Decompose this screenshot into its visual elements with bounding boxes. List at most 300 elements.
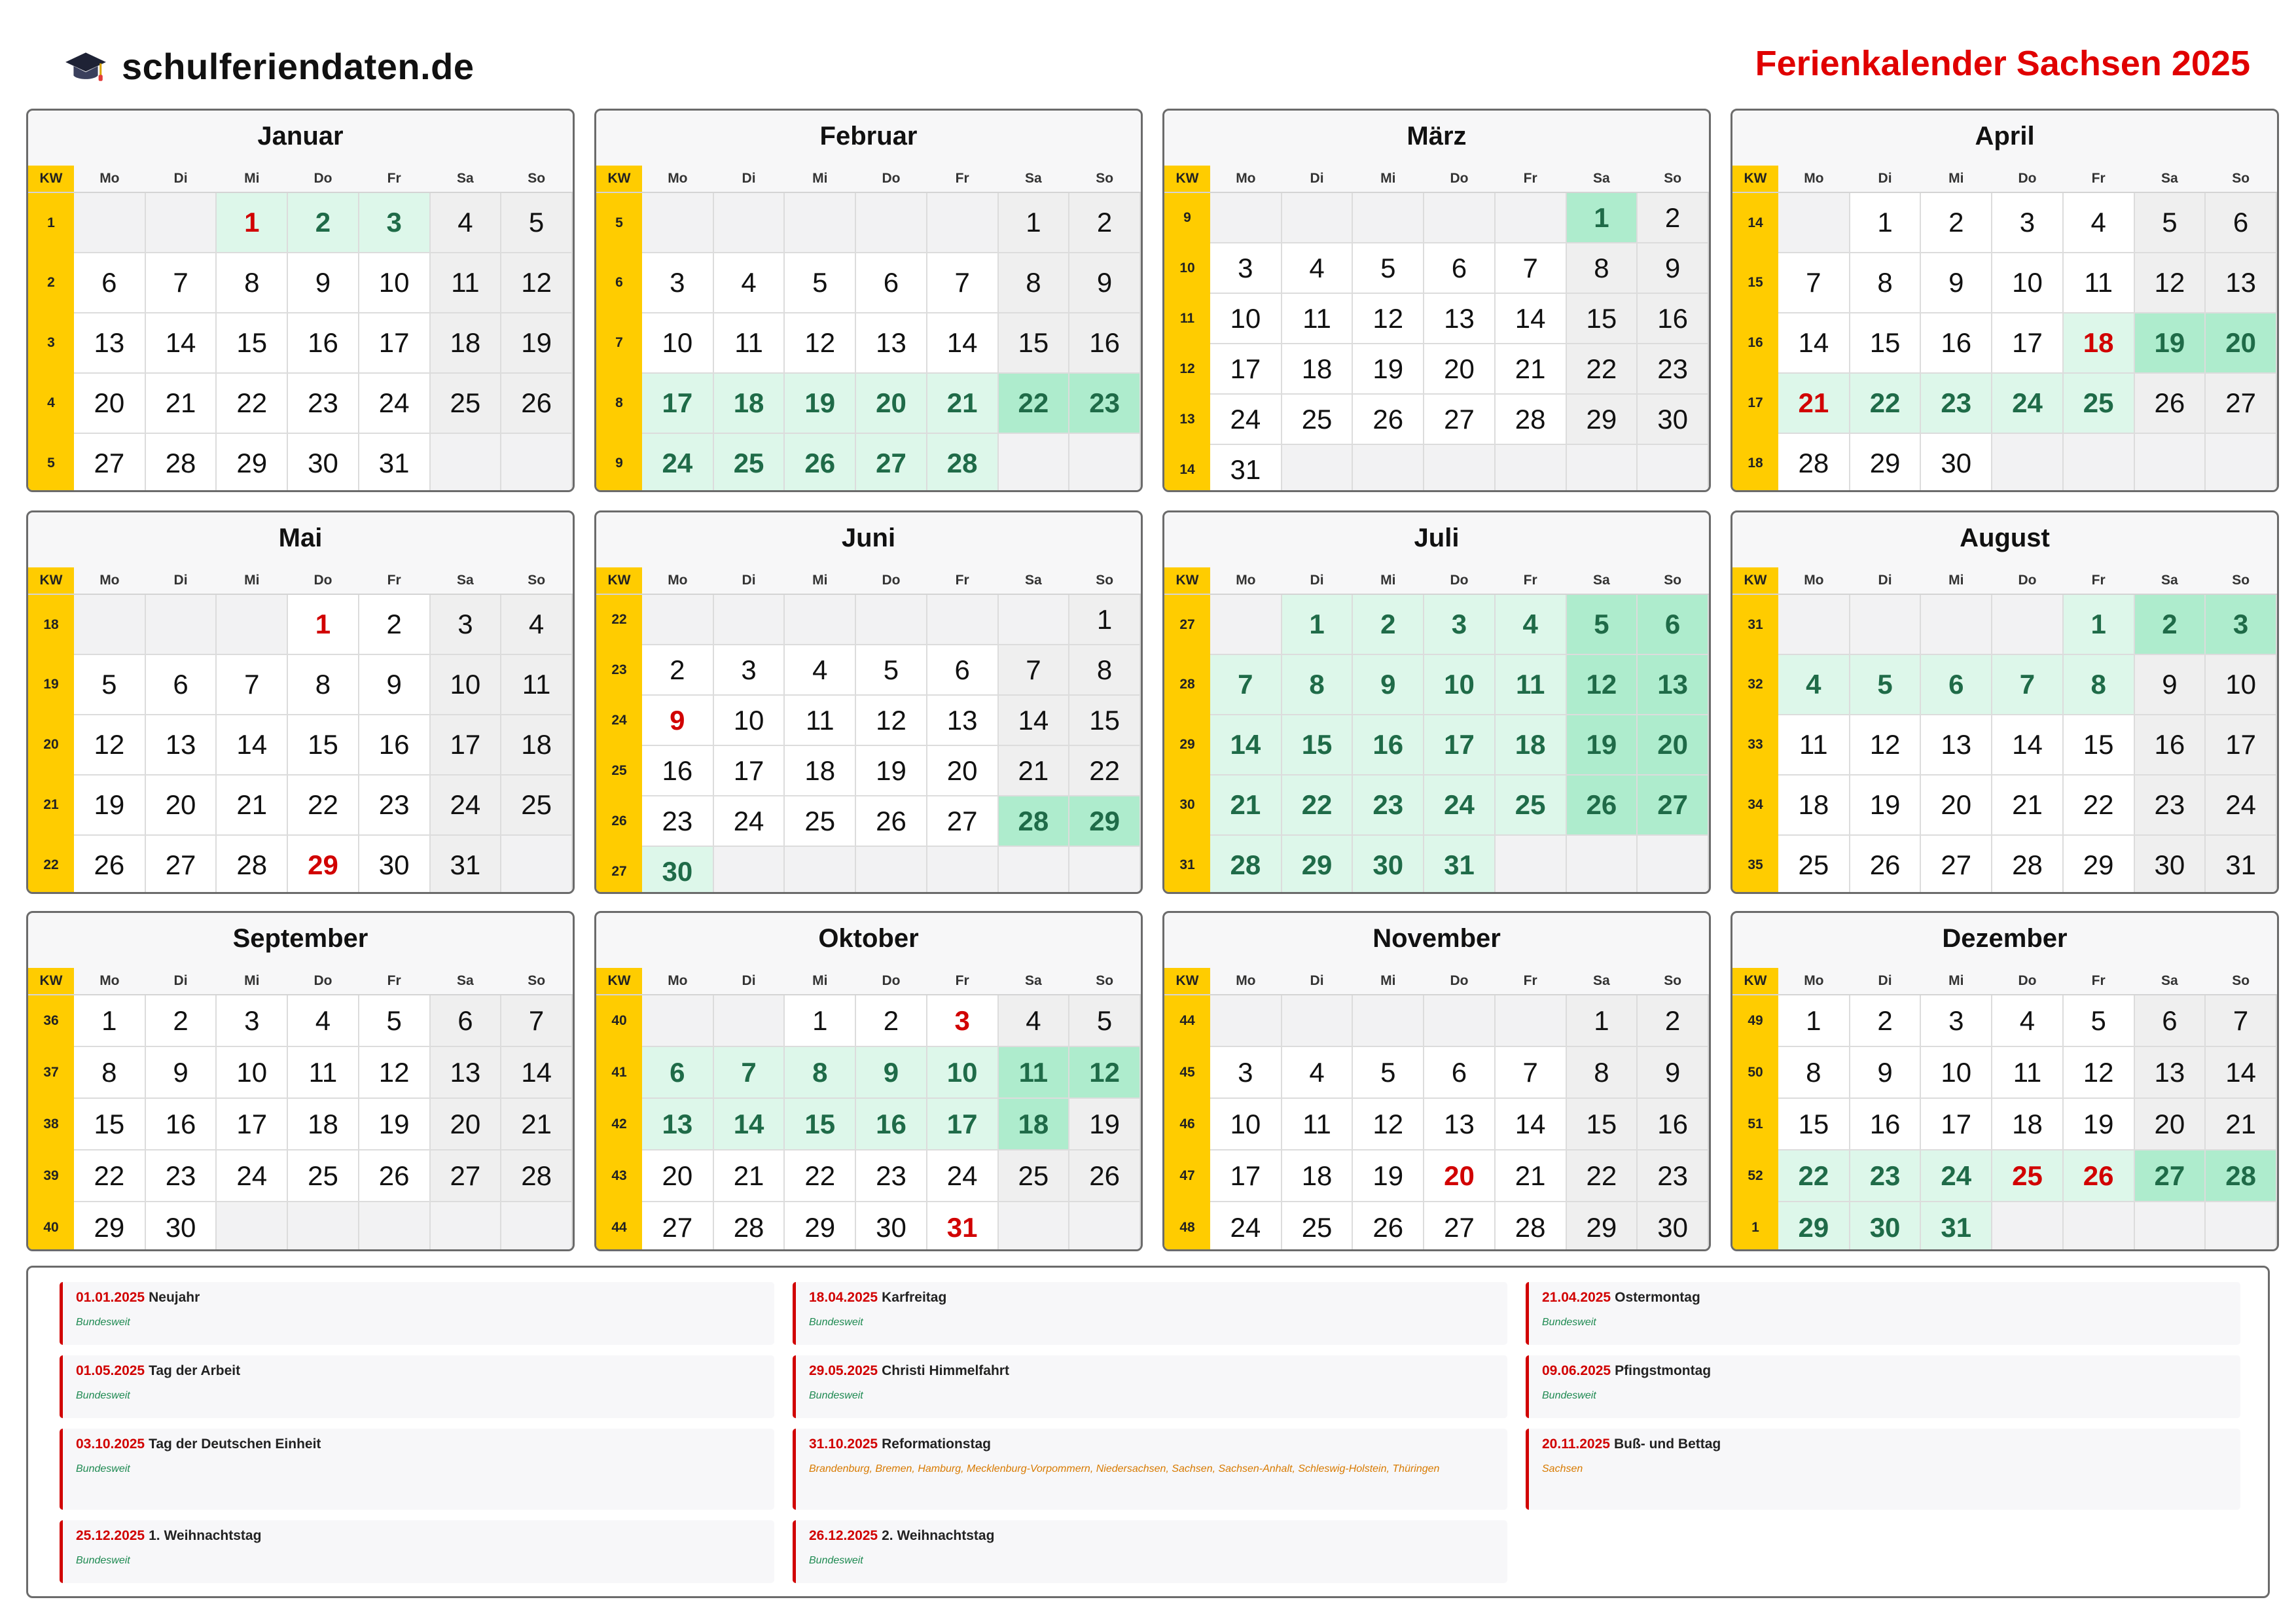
day-cell[interactable]: 27	[2205, 373, 2276, 433]
day-cell[interactable]: 14	[998, 695, 1069, 745]
day-cell[interactable]: 17	[642, 373, 713, 433]
day-cell[interactable]: 10	[1210, 1098, 1282, 1150]
day-cell[interactable]: 18	[713, 373, 785, 433]
day-cell[interactable]: 26	[855, 796, 927, 846]
day-cell[interactable]: 7	[2205, 995, 2276, 1046]
day-cell[interactable]: 6	[1424, 1046, 1495, 1098]
day-cell[interactable]: 24	[359, 373, 430, 433]
day-cell[interactable]: 5	[1850, 654, 1921, 715]
day-cell[interactable]: 24	[1920, 1150, 1992, 1202]
day-cell[interactable]: 30	[2134, 835, 2206, 894]
day-cell[interactable]: 1	[1566, 995, 1638, 1046]
day-cell[interactable]: 18	[1495, 715, 1566, 775]
day-cell[interactable]: 18	[430, 313, 501, 373]
day-cell[interactable]: 5	[2134, 192, 2206, 253]
day-cell[interactable]: 19	[855, 745, 927, 796]
day-cell[interactable]: 5	[855, 645, 927, 695]
day-cell[interactable]: 13	[855, 313, 927, 373]
day-cell[interactable]: 18	[501, 715, 572, 775]
day-cell[interactable]: 11	[1992, 1046, 2063, 1098]
day-cell[interactable]: 14	[2205, 1046, 2276, 1098]
day-cell[interactable]: 27	[1424, 1202, 1495, 1251]
day-cell[interactable]: 9	[359, 654, 430, 715]
day-cell[interactable]: 22	[1282, 775, 1353, 835]
day-cell[interactable]: 20	[1424, 1150, 1495, 1202]
day-cell[interactable]: 17	[927, 1098, 998, 1150]
day-cell[interactable]: 26	[359, 1150, 430, 1202]
day-cell[interactable]: 6	[74, 253, 145, 313]
day-cell[interactable]: 10	[642, 313, 713, 373]
day-cell[interactable]: 22	[784, 1150, 855, 1202]
day-cell[interactable]: 14	[713, 1098, 785, 1150]
day-cell[interactable]: 1	[1282, 594, 1353, 654]
day-cell[interactable]: 14	[927, 313, 998, 373]
day-cell[interactable]: 6	[145, 654, 217, 715]
day-cell[interactable]: 23	[287, 373, 359, 433]
day-cell[interactable]: 24	[1424, 775, 1495, 835]
day-cell[interactable]: 28	[998, 796, 1069, 846]
day-cell[interactable]: 11	[430, 253, 501, 313]
day-cell[interactable]: 11	[998, 1046, 1069, 1098]
day-cell[interactable]: 28	[1778, 433, 1850, 492]
day-cell[interactable]: 19	[1566, 715, 1638, 775]
day-cell[interactable]: 18	[1282, 1150, 1353, 1202]
day-cell[interactable]: 5	[1352, 1046, 1424, 1098]
day-cell[interactable]: 16	[855, 1098, 927, 1150]
day-cell[interactable]: 30	[642, 846, 713, 894]
day-cell[interactable]: 28	[1495, 1202, 1566, 1251]
day-cell[interactable]: 16	[642, 745, 713, 796]
day-cell[interactable]: 28	[216, 835, 287, 894]
day-cell[interactable]: 5	[2063, 995, 2134, 1046]
day-cell[interactable]: 19	[1352, 1150, 1424, 1202]
day-cell[interactable]: 14	[1495, 1098, 1566, 1150]
day-cell[interactable]: 17	[216, 1098, 287, 1150]
day-cell[interactable]: 9	[145, 1046, 217, 1098]
day-cell[interactable]: 23	[642, 796, 713, 846]
day-cell[interactable]: 5	[359, 995, 430, 1046]
day-cell[interactable]: 23	[1920, 373, 1992, 433]
day-cell[interactable]: 27	[145, 835, 217, 894]
day-cell[interactable]: 28	[501, 1150, 572, 1202]
day-cell[interactable]: 18	[998, 1098, 1069, 1150]
day-cell[interactable]: 13	[145, 715, 217, 775]
day-cell[interactable]: 7	[927, 253, 998, 313]
day-cell[interactable]: 31	[359, 433, 430, 492]
day-cell[interactable]: 9	[855, 1046, 927, 1098]
day-cell[interactable]: 17	[1210, 344, 1282, 394]
day-cell[interactable]: 14	[216, 715, 287, 775]
day-cell[interactable]: 25	[501, 775, 572, 835]
day-cell[interactable]: 25	[1992, 1150, 2063, 1202]
day-cell[interactable]: 9	[1069, 253, 1140, 313]
day-cell[interactable]: 31	[2205, 835, 2276, 894]
day-cell[interactable]: 14	[1495, 293, 1566, 344]
day-cell[interactable]: 11	[1282, 1098, 1353, 1150]
day-cell[interactable]: 23	[1637, 1150, 1708, 1202]
day-cell[interactable]: 14	[145, 313, 217, 373]
day-cell[interactable]: 8	[784, 1046, 855, 1098]
day-cell[interactable]: 1	[2063, 594, 2134, 654]
day-cell[interactable]: 8	[287, 654, 359, 715]
day-cell[interactable]: 21	[1778, 373, 1850, 433]
day-cell[interactable]: 21	[1210, 775, 1282, 835]
day-cell[interactable]: 18	[1282, 344, 1353, 394]
day-cell[interactable]: 20	[1424, 344, 1495, 394]
day-cell[interactable]: 23	[1352, 775, 1424, 835]
day-cell[interactable]: 27	[855, 433, 927, 492]
day-cell[interactable]: 21	[1495, 344, 1566, 394]
day-cell[interactable]: 28	[1495, 394, 1566, 444]
day-cell[interactable]: 4	[713, 253, 785, 313]
day-cell[interactable]: 21	[501, 1098, 572, 1150]
day-cell[interactable]: 16	[287, 313, 359, 373]
day-cell[interactable]: 28	[2205, 1150, 2276, 1202]
day-cell[interactable]: 24	[2205, 775, 2276, 835]
day-cell[interactable]: 7	[1495, 243, 1566, 293]
day-cell[interactable]: 14	[501, 1046, 572, 1098]
day-cell[interactable]: 19	[501, 313, 572, 373]
day-cell[interactable]: 30	[1637, 1202, 1708, 1251]
day-cell[interactable]: 7	[1992, 654, 2063, 715]
day-cell[interactable]: 16	[1637, 1098, 1708, 1150]
day-cell[interactable]: 24	[713, 796, 785, 846]
day-cell[interactable]: 22	[1566, 344, 1638, 394]
day-cell[interactable]: 16	[1920, 313, 1992, 373]
day-cell[interactable]: 16	[359, 715, 430, 775]
day-cell[interactable]: 7	[145, 253, 217, 313]
day-cell[interactable]: 24	[927, 1150, 998, 1202]
day-cell[interactable]: 12	[1352, 1098, 1424, 1150]
day-cell[interactable]: 18	[287, 1098, 359, 1150]
day-cell[interactable]: 4	[501, 594, 572, 654]
day-cell[interactable]: 5	[74, 654, 145, 715]
day-cell[interactable]: 17	[430, 715, 501, 775]
day-cell[interactable]: 28	[1210, 835, 1282, 894]
day-cell[interactable]: 23	[2134, 775, 2206, 835]
day-cell[interactable]: 22	[74, 1150, 145, 1202]
day-cell[interactable]: 3	[642, 253, 713, 313]
day-cell[interactable]: 3	[1210, 1046, 1282, 1098]
day-cell[interactable]: 2	[1637, 995, 1708, 1046]
day-cell[interactable]: 9	[1637, 1046, 1708, 1098]
day-cell[interactable]: 5	[1069, 995, 1140, 1046]
day-cell[interactable]: 16	[1637, 293, 1708, 344]
day-cell[interactable]: 20	[1637, 715, 1708, 775]
day-cell[interactable]: 2	[2134, 594, 2206, 654]
day-cell[interactable]: 10	[927, 1046, 998, 1098]
day-cell[interactable]: 21	[145, 373, 217, 433]
day-cell[interactable]: 16	[1850, 1098, 1921, 1150]
day-cell[interactable]: 1	[287, 594, 359, 654]
day-cell[interactable]: 1	[998, 192, 1069, 253]
day-cell[interactable]: 18	[784, 745, 855, 796]
day-cell[interactable]: 12	[74, 715, 145, 775]
day-cell[interactable]: 9	[2134, 654, 2206, 715]
day-cell[interactable]: 2	[287, 192, 359, 253]
day-cell[interactable]: 11	[501, 654, 572, 715]
day-cell[interactable]: 15	[1282, 715, 1353, 775]
day-cell[interactable]: 7	[501, 995, 572, 1046]
day-cell[interactable]: 4	[998, 995, 1069, 1046]
day-cell[interactable]: 26	[2063, 1150, 2134, 1202]
day-cell[interactable]: 7	[1778, 253, 1850, 313]
day-cell[interactable]: 15	[784, 1098, 855, 1150]
day-cell[interactable]: 18	[1778, 775, 1850, 835]
day-cell[interactable]: 29	[1850, 433, 1921, 492]
day-cell[interactable]: 27	[430, 1150, 501, 1202]
day-cell[interactable]: 6	[1920, 654, 1992, 715]
day-cell[interactable]: 29	[1778, 1202, 1850, 1251]
day-cell[interactable]: 26	[1566, 775, 1638, 835]
day-cell[interactable]: 2	[642, 645, 713, 695]
day-cell[interactable]: 15	[2063, 715, 2134, 775]
day-cell[interactable]: 7	[713, 1046, 785, 1098]
day-cell[interactable]: 3	[1920, 995, 1992, 1046]
day-cell[interactable]: 4	[784, 645, 855, 695]
day-cell[interactable]: 12	[501, 253, 572, 313]
day-cell[interactable]: 29	[1566, 1202, 1638, 1251]
day-cell[interactable]: 25	[287, 1150, 359, 1202]
day-cell[interactable]: 4	[2063, 192, 2134, 253]
day-cell[interactable]: 25	[1495, 775, 1566, 835]
day-cell[interactable]: 27	[1920, 835, 1992, 894]
day-cell[interactable]: 27	[642, 1202, 713, 1251]
day-cell[interactable]: 9	[1637, 243, 1708, 293]
day-cell[interactable]: 20	[642, 1150, 713, 1202]
day-cell[interactable]: 4	[430, 192, 501, 253]
day-cell[interactable]: 27	[1637, 775, 1708, 835]
day-cell[interactable]: 10	[359, 253, 430, 313]
day-cell[interactable]: 29	[1069, 796, 1140, 846]
day-cell[interactable]: 20	[855, 373, 927, 433]
day-cell[interactable]: 4	[1282, 243, 1353, 293]
day-cell[interactable]: 30	[855, 1202, 927, 1251]
day-cell[interactable]: 8	[2063, 654, 2134, 715]
day-cell[interactable]: 13	[74, 313, 145, 373]
day-cell[interactable]: 17	[359, 313, 430, 373]
day-cell[interactable]: 31	[430, 835, 501, 894]
day-cell[interactable]: 31	[1920, 1202, 1992, 1251]
day-cell[interactable]: 23	[145, 1150, 217, 1202]
day-cell[interactable]: 15	[287, 715, 359, 775]
day-cell[interactable]: 6	[855, 253, 927, 313]
day-cell[interactable]: 16	[145, 1098, 217, 1150]
day-cell[interactable]: 30	[145, 1202, 217, 1251]
day-cell[interactable]: 11	[287, 1046, 359, 1098]
day-cell[interactable]: 8	[1069, 645, 1140, 695]
day-cell[interactable]: 9	[1920, 253, 1992, 313]
day-cell[interactable]: 16	[2134, 715, 2206, 775]
day-cell[interactable]: 13	[430, 1046, 501, 1098]
day-cell[interactable]: 30	[287, 433, 359, 492]
day-cell[interactable]: 25	[998, 1150, 1069, 1202]
day-cell[interactable]: 12	[855, 695, 927, 745]
day-cell[interactable]: 20	[1920, 775, 1992, 835]
day-cell[interactable]: 3	[1424, 594, 1495, 654]
day-cell[interactable]: 28	[145, 433, 217, 492]
day-cell[interactable]: 20	[2134, 1098, 2206, 1150]
day-cell[interactable]: 26	[1069, 1150, 1140, 1202]
day-cell[interactable]: 26	[1850, 835, 1921, 894]
day-cell[interactable]: 26	[2134, 373, 2206, 433]
day-cell[interactable]: 10	[1992, 253, 2063, 313]
day-cell[interactable]: 7	[1495, 1046, 1566, 1098]
day-cell[interactable]: 6	[2134, 995, 2206, 1046]
day-cell[interactable]: 9	[642, 695, 713, 745]
day-cell[interactable]: 18	[1992, 1098, 2063, 1150]
day-cell[interactable]: 27	[74, 433, 145, 492]
day-cell[interactable]: 20	[74, 373, 145, 433]
day-cell[interactable]: 26	[1352, 1202, 1424, 1251]
day-cell[interactable]: 15	[1566, 1098, 1638, 1150]
day-cell[interactable]: 19	[2063, 1098, 2134, 1150]
day-cell[interactable]: 3	[927, 995, 998, 1046]
day-cell[interactable]: 13	[927, 695, 998, 745]
day-cell[interactable]: 15	[998, 313, 1069, 373]
day-cell[interactable]: 24	[1992, 373, 2063, 433]
day-cell[interactable]: 29	[1566, 394, 1638, 444]
day-cell[interactable]: 23	[1637, 344, 1708, 394]
day-cell[interactable]: 19	[2134, 313, 2206, 373]
day-cell[interactable]: 20	[2205, 313, 2276, 373]
day-cell[interactable]: 7	[1210, 654, 1282, 715]
day-cell[interactable]: 12	[784, 313, 855, 373]
day-cell[interactable]: 20	[927, 745, 998, 796]
day-cell[interactable]: 21	[998, 745, 1069, 796]
day-cell[interactable]: 3	[430, 594, 501, 654]
day-cell[interactable]: 21	[927, 373, 998, 433]
day-cell[interactable]: 15	[1850, 313, 1921, 373]
day-cell[interactable]: 15	[74, 1098, 145, 1150]
day-cell[interactable]: 20	[430, 1098, 501, 1150]
day-cell[interactable]: 25	[784, 796, 855, 846]
day-cell[interactable]: 25	[430, 373, 501, 433]
day-cell[interactable]: 31	[1210, 444, 1282, 492]
day-cell[interactable]: 11	[2063, 253, 2134, 313]
day-cell[interactable]: 4	[1495, 594, 1566, 654]
day-cell[interactable]: 11	[1282, 293, 1353, 344]
day-cell[interactable]: 6	[1637, 594, 1708, 654]
day-cell[interactable]: 30	[1850, 1202, 1921, 1251]
day-cell[interactable]: 14	[1992, 715, 2063, 775]
day-cell[interactable]: 1	[74, 995, 145, 1046]
day-cell[interactable]: 16	[1352, 715, 1424, 775]
day-cell[interactable]: 17	[1992, 313, 2063, 373]
day-cell[interactable]: 4	[1992, 995, 2063, 1046]
day-cell[interactable]: 30	[1920, 433, 1992, 492]
day-cell[interactable]: 21	[216, 775, 287, 835]
day-cell[interactable]: 27	[927, 796, 998, 846]
day-cell[interactable]: 19	[1069, 1098, 1140, 1150]
day-cell[interactable]: 26	[501, 373, 572, 433]
day-cell[interactable]: 25	[2063, 373, 2134, 433]
day-cell[interactable]: 3	[359, 192, 430, 253]
day-cell[interactable]: 6	[430, 995, 501, 1046]
day-cell[interactable]: 13	[1637, 654, 1708, 715]
day-cell[interactable]: 25	[1282, 394, 1353, 444]
day-cell[interactable]: 29	[74, 1202, 145, 1251]
day-cell[interactable]: 10	[1210, 293, 1282, 344]
day-cell[interactable]: 4	[1282, 1046, 1353, 1098]
day-cell[interactable]: 24	[1210, 394, 1282, 444]
day-cell[interactable]: 2	[1637, 192, 1708, 243]
day-cell[interactable]: 12	[1352, 293, 1424, 344]
day-cell[interactable]: 10	[1424, 654, 1495, 715]
day-cell[interactable]: 10	[2205, 654, 2276, 715]
day-cell[interactable]: 31	[1424, 835, 1495, 894]
day-cell[interactable]: 13	[2205, 253, 2276, 313]
day-cell[interactable]: 11	[784, 695, 855, 745]
day-cell[interactable]: 29	[784, 1202, 855, 1251]
day-cell[interactable]: 19	[359, 1098, 430, 1150]
day-cell[interactable]: 1	[1069, 594, 1140, 645]
day-cell[interactable]: 22	[287, 775, 359, 835]
day-cell[interactable]: 27	[1424, 394, 1495, 444]
day-cell[interactable]: 10	[216, 1046, 287, 1098]
day-cell[interactable]: 11	[1495, 654, 1566, 715]
day-cell[interactable]: 10	[430, 654, 501, 715]
day-cell[interactable]: 22	[998, 373, 1069, 433]
day-cell[interactable]: 1	[784, 995, 855, 1046]
day-cell[interactable]: 15	[1069, 695, 1140, 745]
day-cell[interactable]: 3	[2205, 594, 2276, 654]
day-cell[interactable]: 2	[1352, 594, 1424, 654]
day-cell[interactable]: 2	[1850, 995, 1921, 1046]
day-cell[interactable]: 13	[1920, 715, 1992, 775]
day-cell[interactable]: 18	[2063, 313, 2134, 373]
day-cell[interactable]: 28	[1992, 835, 2063, 894]
day-cell[interactable]: 2	[1920, 192, 1992, 253]
day-cell[interactable]: 3	[1210, 243, 1282, 293]
day-cell[interactable]: 7	[216, 654, 287, 715]
day-cell[interactable]: 21	[1992, 775, 2063, 835]
day-cell[interactable]: 22	[216, 373, 287, 433]
day-cell[interactable]: 23	[359, 775, 430, 835]
day-cell[interactable]: 8	[1850, 253, 1921, 313]
day-cell[interactable]: 26	[74, 835, 145, 894]
day-cell[interactable]: 29	[216, 433, 287, 492]
day-cell[interactable]: 9	[1352, 654, 1424, 715]
day-cell[interactable]: 23	[855, 1150, 927, 1202]
day-cell[interactable]: 2	[145, 995, 217, 1046]
day-cell[interactable]: 26	[1352, 394, 1424, 444]
day-cell[interactable]: 21	[713, 1150, 785, 1202]
day-cell[interactable]: 6	[927, 645, 998, 695]
day-cell[interactable]: 30	[359, 835, 430, 894]
day-cell[interactable]: 3	[1992, 192, 2063, 253]
day-cell[interactable]: 6	[2205, 192, 2276, 253]
day-cell[interactable]: 8	[216, 253, 287, 313]
day-cell[interactable]: 4	[1778, 654, 1850, 715]
day-cell[interactable]: 19	[1352, 344, 1424, 394]
day-cell[interactable]: 17	[1920, 1098, 1992, 1150]
day-cell[interactable]: 25	[1778, 835, 1850, 894]
day-cell[interactable]: 10	[713, 695, 785, 745]
day-cell[interactable]: 3	[713, 645, 785, 695]
day-cell[interactable]: 8	[998, 253, 1069, 313]
day-cell[interactable]: 12	[359, 1046, 430, 1098]
site-logo[interactable]	[64, 45, 475, 88]
day-cell[interactable]: 15	[216, 313, 287, 373]
day-cell[interactable]: 24	[216, 1150, 287, 1202]
day-cell[interactable]: 26	[784, 433, 855, 492]
day-cell[interactable]: 8	[1282, 654, 1353, 715]
day-cell[interactable]: 17	[2205, 715, 2276, 775]
day-cell[interactable]: 23	[1069, 373, 1140, 433]
day-cell[interactable]: 29	[2063, 835, 2134, 894]
day-cell[interactable]: 19	[74, 775, 145, 835]
